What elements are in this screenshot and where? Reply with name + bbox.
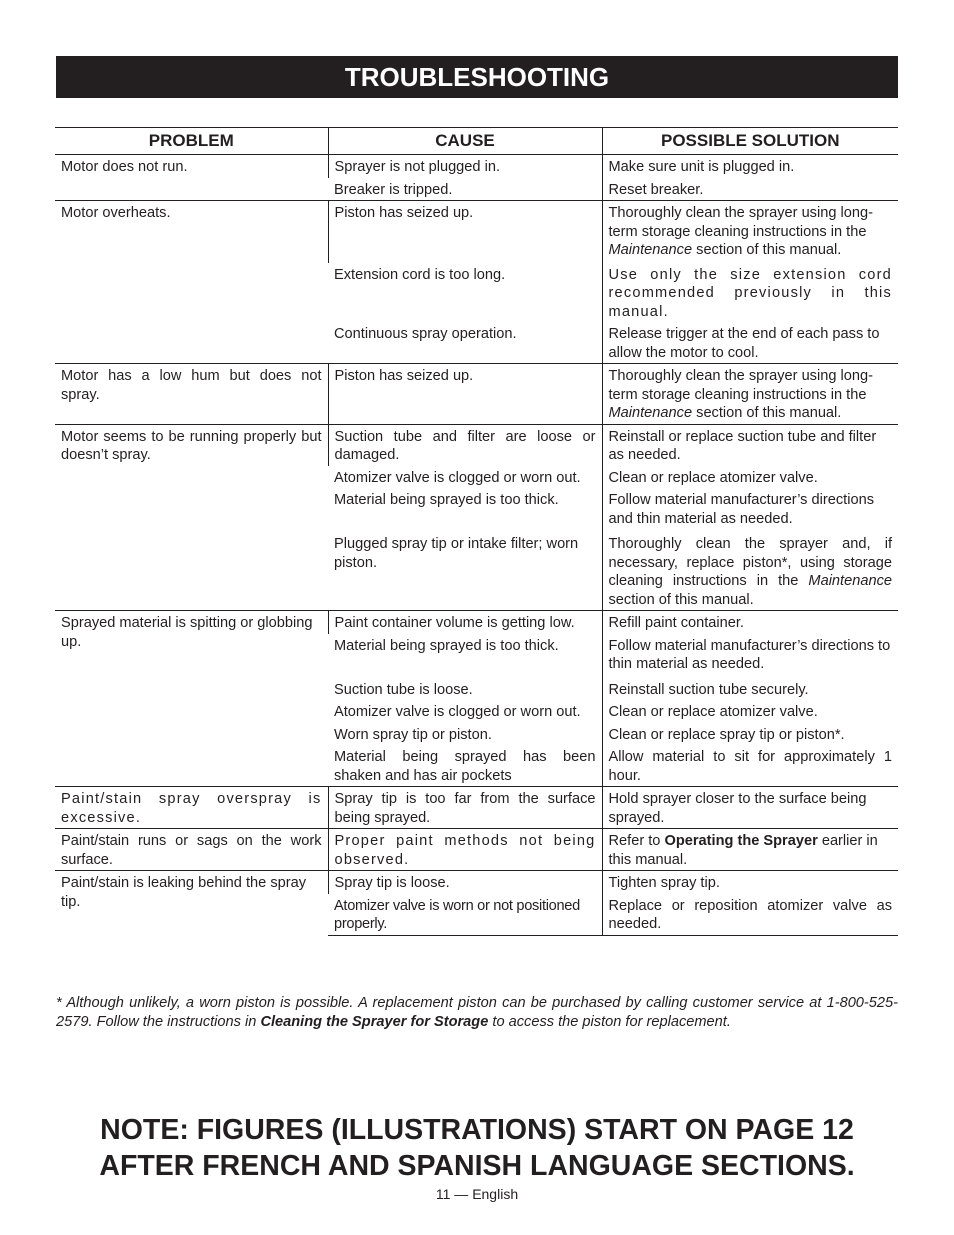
problem-cell: Paint/stain is leaking behind the spray tip. — [55, 871, 328, 936]
footnote-text-end: to access the piston for replacement. — [492, 1014, 731, 1030]
solution-cell — [602, 201, 898, 263]
solution-text: Thoroughly clean the sprayer using long-term storage cleaning instructions in the — [608, 368, 873, 403]
problem-cell: Motor does not run. — [55, 155, 328, 201]
cause-cell: Continuous spray operation. — [334, 326, 517, 342]
cause-cell: Sprayer is not plugged in. — [328, 155, 602, 178]
footnote-text: * Although unlikely, a worn piston is possible. A replacement piston can be purchased by calling customer service at 1-800-525-2579. Follow the instructions in — [56, 995, 898, 1030]
header-cause: CAUSE — [328, 128, 602, 155]
solution-cell: Clean or replace atomizer valve. — [602, 700, 898, 723]
page-title: TROUBLESHOOTING — [56, 56, 898, 98]
problem-cell: Motor seems to be running properly but doesn’t spray. — [55, 424, 328, 611]
solution-reference: Maintenance — [608, 405, 693, 421]
cause-cell: Spray tip is loose. — [328, 871, 602, 894]
table-header-row — [55, 128, 898, 155]
solution-text-end: section of this manual. — [696, 405, 842, 421]
table-row — [55, 424, 898, 466]
cause-cell: Suction tube is loose. — [334, 681, 473, 698]
table-row — [55, 871, 898, 894]
figures-note — [0, 1112, 954, 1184]
problem-cell: Motor has a low hum but does not spray. — [55, 364, 328, 425]
solution-cell: Release trigger at the end of each pass to allow the motor to cool. — [602, 322, 898, 364]
solution-cell: Use only the size extension cord recommended previously in this manual. — [602, 263, 898, 323]
solution-cell — [602, 532, 898, 611]
solution-text: Refer to — [608, 833, 661, 849]
footnote-reference: Cleaning the Sprayer for Storage — [260, 1014, 489, 1030]
cause-cell: Piston has seized up. — [328, 201, 602, 263]
table-row — [55, 829, 898, 871]
solution-reference: Operating the Sprayer — [664, 833, 818, 849]
solution-cell: Refill paint container. — [602, 611, 898, 634]
solution-text-end: section of this manual. — [608, 591, 754, 608]
cause-cell: Atomizer valve is worn or not positioned properly. — [328, 894, 602, 936]
cause-cell: Extension cord is too long. — [334, 266, 506, 283]
solution-cell — [602, 364, 898, 425]
header-problem: PROBLEM — [55, 128, 328, 155]
solution-reference: Maintenance — [608, 242, 693, 258]
problem-cell: Sprayed material is spitting or globbing up. — [55, 611, 328, 787]
cause-cell: Suction tube and filter are loose or damaged. — [328, 424, 602, 466]
solution-cell: Replace or reposition atomizer valve as needed. — [602, 894, 898, 936]
solution-cell: Clean or replace atomizer valve. — [602, 466, 898, 489]
solution-text: Thoroughly clean the sprayer and, if necessary, replace piston*, using storage cleaning instructions in the — [608, 536, 892, 589]
troubleshooting-table — [55, 127, 898, 936]
footnote — [56, 994, 898, 1032]
cause-cell: Material being sprayed is too thick. — [334, 637, 559, 654]
solution-cell: Reset breaker. — [602, 178, 898, 201]
cause-cell: Material being sprayed is too thick. — [334, 492, 559, 508]
figures-note-line-1: NOTE: FIGURES (ILLUSTRATIONS) START ON PAGE 12 — [100, 1114, 854, 1146]
problem-cell: Paint/stain spray overspray is excessive. — [55, 787, 328, 829]
solution-cell — [602, 829, 898, 871]
cause-cell: Paint container volume is getting low. — [328, 611, 602, 634]
solution-cell: Allow material to sit for approximately 1 hour. — [602, 745, 898, 787]
solution-cell: Make sure unit is plugged in. — [602, 155, 898, 178]
cause-cell: Atomizer valve is clogged or worn out. — [334, 469, 581, 486]
solution-cell: Reinstall suction tube securely. — [602, 678, 898, 701]
table-row — [55, 611, 898, 634]
cause-cell: Plugged spray tip or intake filter; worn piston. — [334, 536, 579, 571]
cause-cell: Piston has seized up. — [328, 364, 602, 425]
solution-text-end: section of this manual. — [696, 242, 842, 258]
solution-reference: Maintenance — [808, 573, 892, 589]
figures-note-line-2: AFTER FRENCH AND SPANISH LANGUAGE SECTIONS. — [99, 1150, 855, 1182]
solution-cell: Tighten spray tip. — [602, 871, 898, 894]
cause-cell: Breaker is tripped. — [334, 181, 453, 198]
header-solution: POSSIBLE SOLUTION — [602, 128, 898, 155]
cause-cell: Material being sprayed has been shaken and has air pockets — [334, 749, 596, 784]
cause-cell: Spray tip is too far from the surface being sprayed. — [328, 787, 602, 829]
solution-text: Thoroughly clean the sprayer using long-term storage cleaning instructions in the — [608, 205, 873, 240]
solution-cell: Follow material manufacturer’s directions and thin material as needed. — [602, 488, 898, 532]
solution-cell: Hold sprayer closer to the surface being sprayed. — [602, 787, 898, 829]
problem-cell: Motor overheats. — [55, 201, 328, 364]
problem-cell: Paint/stain runs or sags on the work surface. — [55, 829, 328, 871]
solution-cell: Follow material manufacturer’s directions to thin material as needed. — [602, 634, 898, 678]
solution-cell: Reinstall or replace suction tube and filter as needed. — [602, 424, 898, 466]
table-row — [55, 201, 898, 263]
page-number: 11 — English — [435, 1186, 519, 1202]
solution-cell: Clean or replace spray tip or piston*. — [602, 723, 898, 746]
cause-cell: Worn spray tip or piston. — [334, 726, 492, 743]
table-row — [55, 155, 898, 178]
cause-cell: Proper paint methods not being observed. — [328, 829, 602, 871]
table-row — [55, 787, 898, 829]
solution-text-end: earlier in this manual. — [608, 833, 878, 868]
table-row — [55, 364, 898, 425]
cause-cell: Atomizer valve is clogged or worn out. — [334, 704, 581, 720]
